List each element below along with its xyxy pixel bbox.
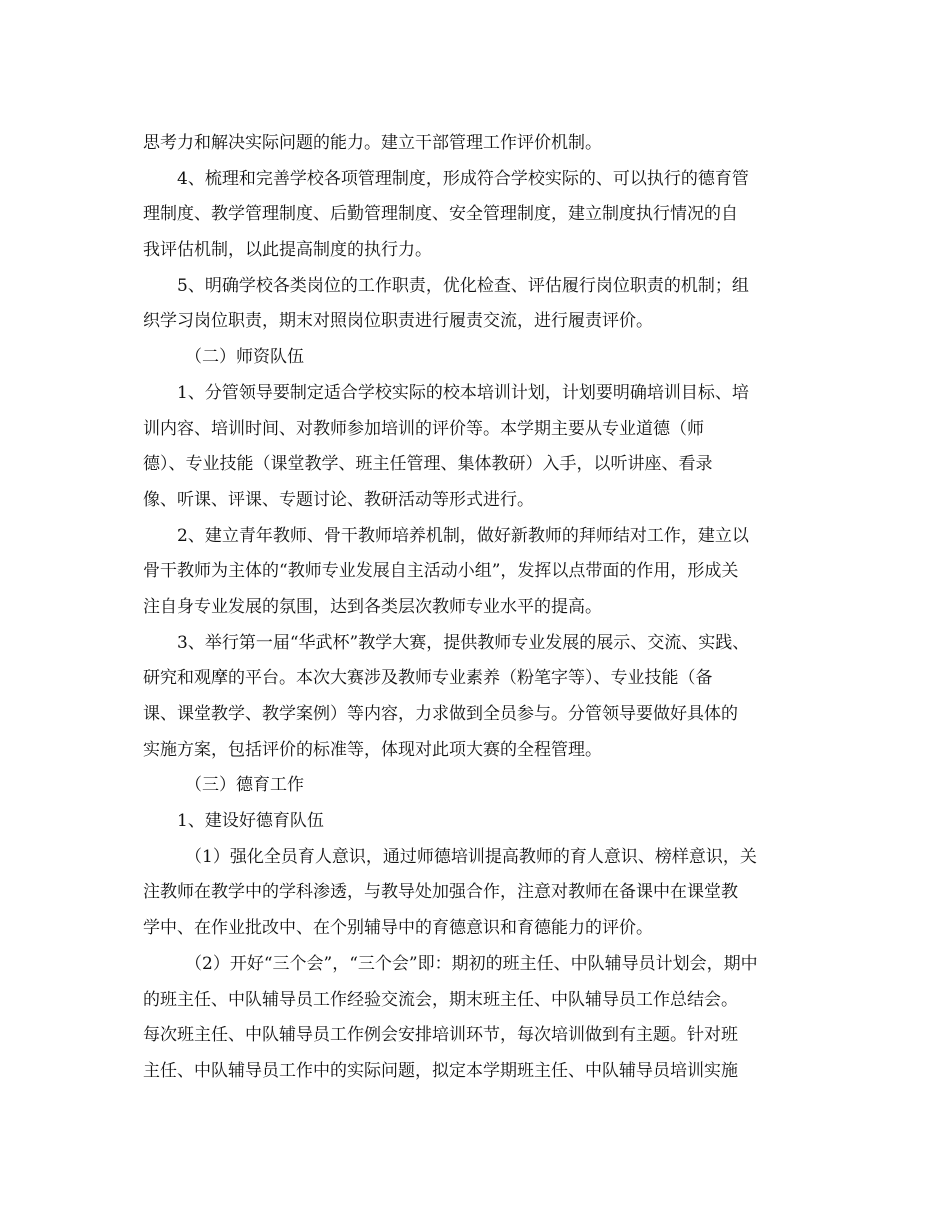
text-line: 织学习岗位职责，期末对照岗位职责进行履责交流，进行履责评价。 bbox=[143, 311, 653, 332]
text-line: 主任、中队辅导员工作中的实际问题，拟定本学期班主任、中队辅导员培训实施 bbox=[143, 1060, 738, 1081]
text-line: 德）、专业技能（课堂教学、班主任管理、集体教研）入手，以听讲座、看录 bbox=[143, 454, 713, 475]
text-line: （三）德育工作 bbox=[185, 775, 304, 796]
text-line: 每次班主任、中队辅导员工作例会安排培训环节，每次培训做到有主题。针对班 bbox=[143, 1025, 738, 1046]
text-line: 我评估机制，以此提高制度的执行力。 bbox=[143, 240, 432, 261]
text-line: 3、举行第一届“华武杯”教学大赛，提供教师专业发展的展示、交流、实践、 bbox=[177, 632, 750, 653]
text-line: 注教师在教学中的学科渗透，与教导处加强合作，注意对教师在备课中在课堂教 bbox=[143, 882, 738, 903]
text-line: 1、建设好德育队伍 bbox=[177, 811, 324, 832]
text-line: 学中、在作业批改中、在个别辅导中的育德意识和育德能力的评价。 bbox=[143, 918, 653, 939]
text-line: 2、建立青年教师、骨干教师培养机制，做好新教师的拜师结对工作，建立以 bbox=[177, 525, 749, 546]
text-line: 1、分管领导要制定适合学校实际的校本培训计划，计划要明确培训目标、培 bbox=[177, 382, 749, 403]
text-line: 训内容、培训时间、对教师参加培训的评价等。本学期主要从专业道德（师 bbox=[143, 418, 704, 439]
text-line: 思考力和解决实际问题的能力。建立干部管理工作评价机制。 bbox=[143, 133, 602, 153]
text-line: （1）强化全员育人意识，通过师德培训提高教师的育人意识、榜样意识，关 bbox=[185, 846, 757, 867]
text-line: 课、课堂教学、教学案例）等内容，力求做到全员参与。分管领导要做好具体的 bbox=[143, 704, 738, 724]
text-line: （二）师资队伍 bbox=[185, 347, 304, 368]
text-line: 的班主任、中队辅导员工作经验交流会，期末班主任、中队辅导员工作总结会。 bbox=[143, 989, 738, 1010]
text-line: 4、梳理和完善学校各项管理制度，形成符合学校实际的、可以执行的德育管 bbox=[177, 168, 749, 189]
text-line: 5、明确学校各类岗位的工作职责，优化检查、评估履行岗位职责的机制；组 bbox=[177, 275, 749, 296]
document-body bbox=[143, 126, 809, 1090]
text-line: 理制度、教学管理制度、后勤管理制度、安全管理制度，建立制度执行情况的自 bbox=[143, 204, 738, 225]
text-line: （2）开好“三个会”，“三个会”即：期初的班主任、中队辅导员计划会，期中 bbox=[185, 953, 758, 974]
text-line: 注自身专业发展的氛围，达到各类层次教师专业水平的提高。 bbox=[143, 596, 602, 617]
text-line: 骨干教师为主体的“教师专业发展自主活动小组”，发挥以点带面的作用，形成关 bbox=[143, 561, 739, 582]
text-line: 实施方案，包括评价的标准等，体现对此项大赛的全程管理。 bbox=[143, 739, 602, 760]
text-line: 像、听课、评课、专题讨论、教研活动等形式进行。 bbox=[143, 489, 534, 510]
text-line: 研究和观摩的平台。本次大赛涉及教师专业素养（粉笔字等）、专业技能（备 bbox=[143, 668, 713, 689]
